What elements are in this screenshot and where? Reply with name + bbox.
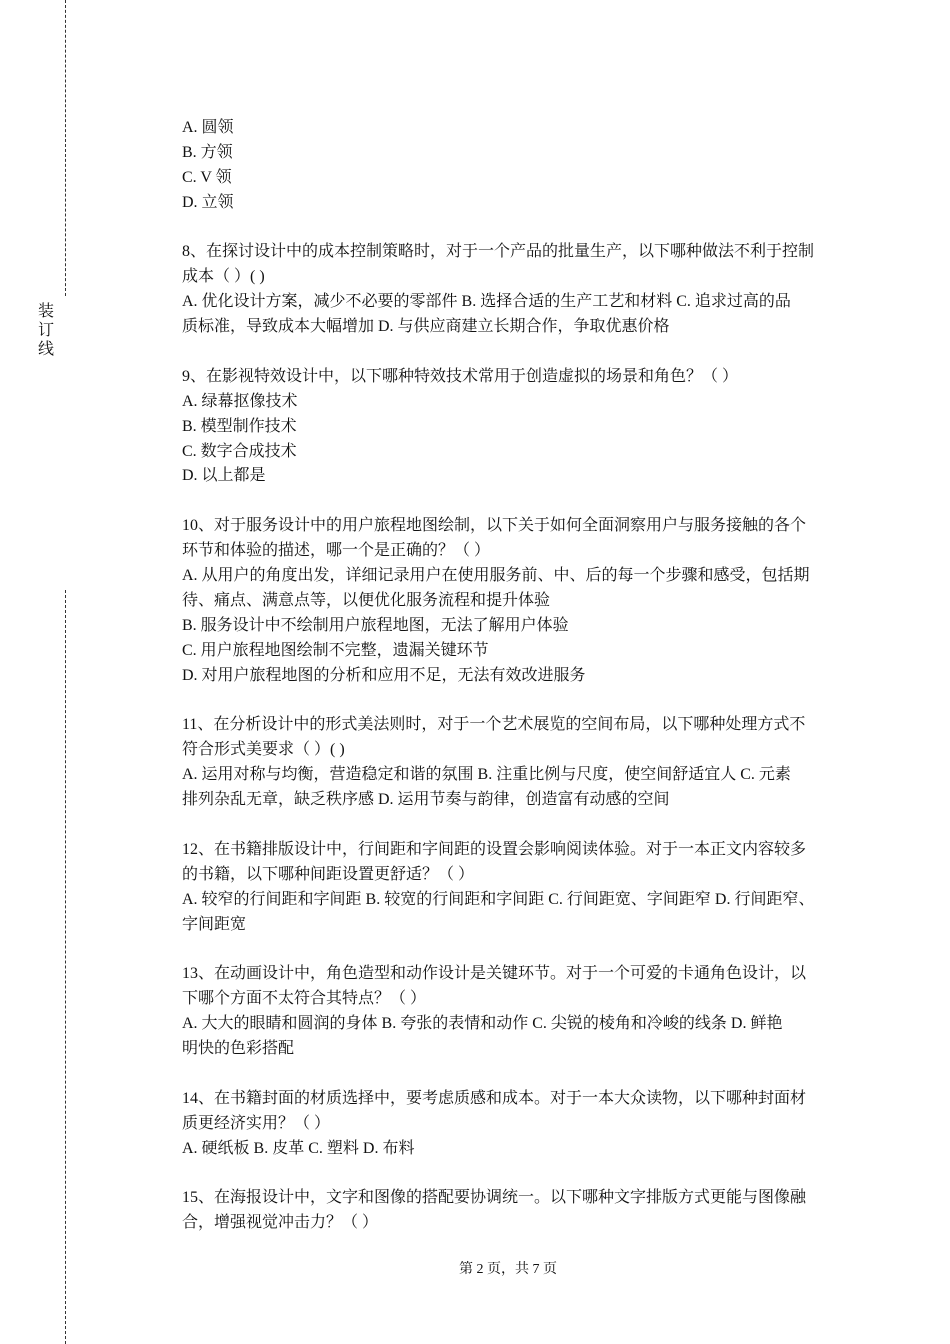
question-line: A. 优化设计方案，减少不必要的零部件 B. 选择合适的生产工艺和材料 C. 追求过高的品 (182, 293, 791, 311)
binding-margin-label: 装订线 (37, 303, 54, 358)
question-stem: 15、在海报设计中，文字和图像的搭配要协调统一。以下哪种文字排版方式更能与图像融 (182, 1189, 807, 1207)
question-stem: 12、在书籍排版设计中，行间距和字间距的设置会影响阅读体验。对于一本正文内容较多 (182, 840, 807, 858)
question-line: B. 模型制作技术 (182, 417, 297, 435)
question-line: 排列杂乱无章，缺乏秩序感 D. 运用节奏与韵律，创造富有动感的空间 (182, 791, 670, 809)
spacer (182, 688, 862, 713)
option-line: D. 立领 (182, 193, 234, 211)
option-line: B. 方领 (182, 143, 233, 161)
question-line: A. 硬纸板 B. 皮革 C. 塑料 D. 布料 (182, 1139, 415, 1157)
question-line: 字间距宽 (182, 915, 247, 933)
question-stem: 14、在书籍封面的材质选择中，要考虑质感和成本。对于一本大众读物，以下哪种封面材 (182, 1089, 807, 1107)
question-line: 质更经济实用？（ ） (182, 1114, 331, 1132)
question-stem: 9、在影视特效设计中，以下哪种特效技术常用于创造虚拟的场景和角色？（ ） (182, 367, 739, 385)
question-line: 环节和体验的描述，哪一个是正确的？（ ） (182, 542, 491, 560)
question-line: 合，增强视觉冲击力？（ ） (182, 1214, 379, 1232)
spacer (182, 1062, 862, 1087)
spacer (182, 1161, 862, 1186)
question-stem: 11、在分析设计中的形式美法则时，对于一个艺术展览的空间布局，以下哪种处理方式不 (182, 716, 806, 734)
question-line: A. 运用对称与均衡，营造稳定和谐的氛围 B. 注重比例与尺度，使空间舒适宜人 C. 元素 (182, 766, 791, 784)
question-content (182, 116, 862, 1236)
question-line: 成本（ ）( ) (182, 268, 265, 286)
question-line: 下哪个方面不太符合其特点？（ ） (182, 990, 427, 1008)
option-line: A. 圆领 (182, 119, 234, 136)
question-line: A. 大大的眼睛和圆润的身体 B. 夸张的表情和动作 C. 尖锐的棱角和冷峻的线条 D. 鲜艳 (182, 1015, 783, 1033)
question-line: A. 从用户的角度出发，详细记录用户在使用服务前、中、后的每一个步骤和感受，包括期 (182, 567, 810, 585)
binding-dashed-line-top (65, 0, 66, 296)
question-line: A. 绿幕抠像技术 (182, 392, 298, 410)
question-line: 待、痛点、满意点等，以便优化服务流程和提升体验 (182, 591, 551, 609)
question-line: B. 服务设计中不绘制用户旅程地图，无法了解用户体验 (182, 616, 569, 634)
question-line: 明快的色彩搭配 (182, 1039, 295, 1057)
question-stem: 10、对于服务设计中的用户旅程地图绘制，以下关于如何全面洞察用户与服务接触的各个 (182, 517, 807, 535)
option-line: C. V 领 (182, 168, 232, 186)
question-line: 质标准，导致成本大幅增加 D. 与供应商建立长期合作，争取优惠价格 (182, 318, 670, 336)
binding-dashed-line-bottom (65, 590, 66, 1344)
spacer (182, 340, 862, 365)
spacer (182, 216, 862, 241)
spacer (182, 489, 862, 514)
question-line: 符合形式美要求（ ）( ) (182, 741, 345, 759)
question-line: 的书籍，以下哪种间距设置更舒适？（ ） (182, 865, 475, 883)
spacer (182, 813, 862, 838)
question-line: C. 用户旅程地图绘制不完整，遗漏关键环节 (182, 641, 489, 659)
spacer (182, 937, 862, 962)
question-stem: 13、在动画设计中，角色造型和动作设计是关键环节。对于一个可爱的卡通角色设计，以 (182, 965, 807, 983)
question-line: D. 对用户旅程地图的分析和应用不足，无法有效改进服务 (182, 666, 586, 684)
question-stem: 8、在探讨设计中的成本控制策略时，对于一个产品的批量生产，以下哪种做法不利于控制 (182, 243, 815, 261)
page-footer: 第 2 页，共 7 页 (459, 1262, 557, 1277)
question-line: D. 以上都是 (182, 467, 266, 485)
question-line: C. 数字合成技术 (182, 442, 297, 460)
question-line: A. 较窄的行间距和字间距 B. 较宽的行间距和字间距 C. 行间距宽、字间距窄 D. 行间距窄、 (182, 890, 815, 908)
